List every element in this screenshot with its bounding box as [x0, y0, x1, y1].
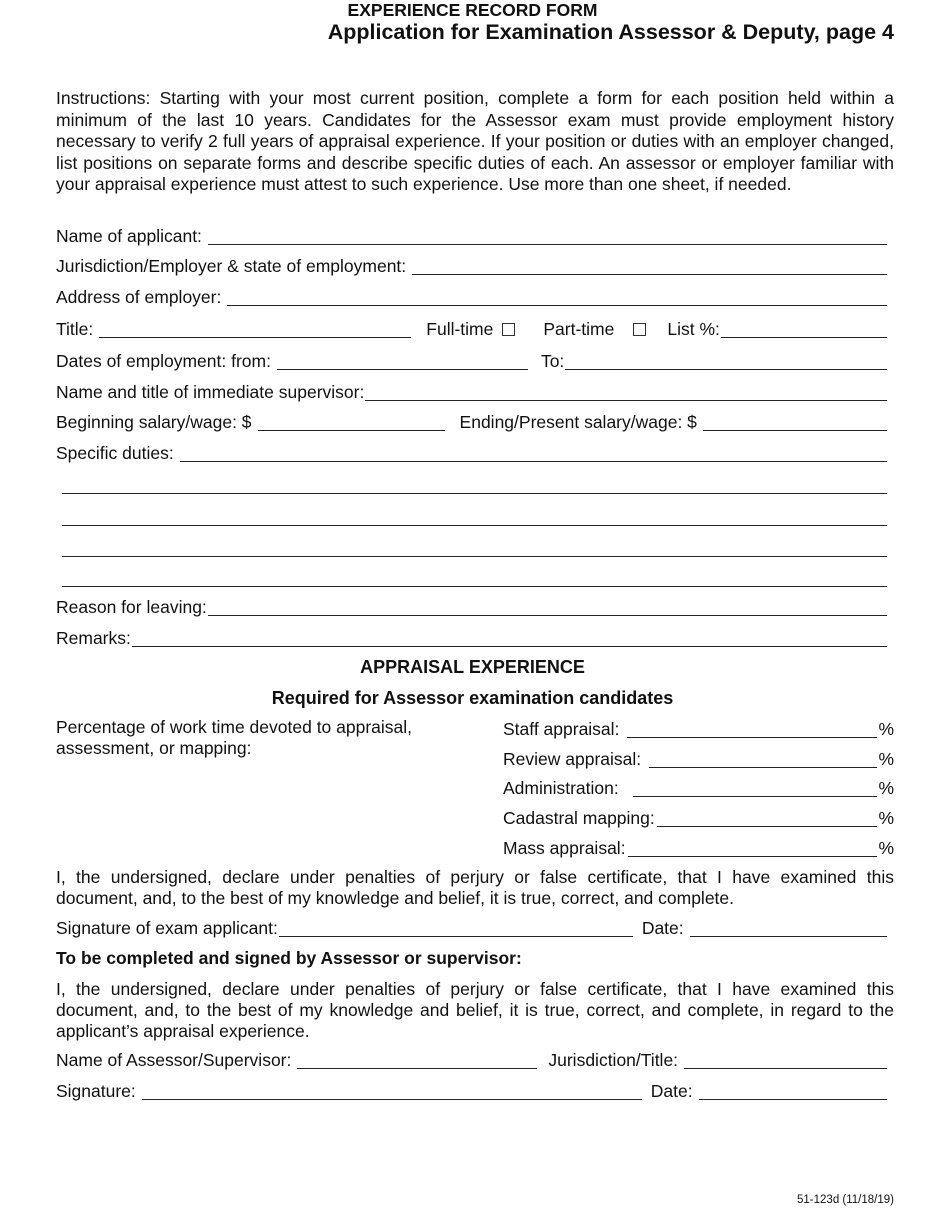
assessor-section-heading: To be completed and signed by Assessor or supervisor: — [56, 948, 522, 968]
cadastral-mapping-row — [503, 807, 894, 829]
reason-label: Reason for leaving: — [56, 597, 207, 617]
assessor-signature-field[interactable] — [142, 1083, 642, 1100]
title-row — [56, 318, 887, 340]
applicant-name-label: Name of applicant: — [56, 226, 202, 246]
assessor-signature-label: Signature: — [56, 1081, 136, 1101]
part-time-checkbox[interactable] — [633, 323, 646, 336]
dates-from-label: Dates of employment: from: — [56, 351, 271, 371]
specific-duties-label: Specific duties: — [56, 443, 174, 463]
supervisor-row — [56, 381, 887, 403]
salary-row — [56, 411, 887, 433]
percentage-label: Percentage of work time devoted to appraisal, assessment, or mapping: — [56, 717, 413, 758]
applicant-name-row — [56, 225, 887, 247]
staff-appraisal-pct: % — [878, 719, 894, 739]
beginning-salary-field[interactable] — [258, 414, 445, 431]
cadastral-mapping-field[interactable] — [657, 810, 878, 827]
remarks-field[interactable] — [132, 630, 887, 647]
administration-label: Administration: — [503, 778, 619, 798]
administration-field[interactable] — [633, 780, 878, 797]
title-field[interactable] — [99, 321, 411, 338]
applicant-signature-label: Signature of exam applicant: — [56, 918, 278, 938]
dates-row — [56, 350, 887, 372]
specific-duties-line-4[interactable] — [62, 556, 887, 557]
mass-appraisal-label: Mass appraisal: — [503, 838, 626, 858]
instructions-text: Instructions: Starting with your most current position, complete a form for each position held within a minimum of the last 10 years. Candidates for the Assessor exam must provide employment history necessary to verify 2 full years of appraisal experience. If your position or duties with an employer changed, list positions on separate forms and describe specific duties of each. An assessor or employer familiar with your appraisal experience must attest to such experience. Use more than one sheet, if needed. — [56, 88, 894, 194]
list-pct-label: List %: — [667, 319, 720, 339]
jurisdiction-field[interactable] — [412, 258, 887, 275]
appraisal-subheading: Required for Assessor examination candidates — [271, 688, 674, 708]
page-title: Application for Examination Assessor & Deputy, page 4 — [327, 20, 894, 44]
address-label: Address of employer: — [56, 287, 222, 307]
address-row — [56, 286, 887, 308]
form-subtitle: EXPERIENCE RECORD FORM — [347, 0, 598, 20]
specific-duties-line-5[interactable] — [62, 586, 887, 587]
applicant-date-field[interactable] — [690, 920, 887, 937]
assessor-name-row — [56, 1049, 887, 1071]
dates-to-label: To: — [540, 351, 565, 371]
review-appraisal-pct: % — [878, 749, 894, 769]
jurisdiction-row — [56, 255, 887, 277]
review-appraisal-label: Review appraisal: — [503, 749, 642, 769]
full-time-checkbox[interactable] — [502, 323, 515, 336]
staff-appraisal-field[interactable] — [627, 721, 877, 738]
assessor-name-label: Name of Assessor/Supervisor: — [56, 1050, 292, 1070]
review-appraisal-row — [503, 748, 894, 770]
jurisdiction-title-label: Jurisdiction/Title: — [548, 1050, 679, 1070]
specific-duties-line-2[interactable] — [62, 493, 887, 494]
dates-to-field[interactable] — [565, 353, 887, 370]
remarks-row — [56, 627, 887, 649]
review-appraisal-field[interactable] — [649, 751, 877, 768]
applicant-signature-row — [56, 917, 887, 939]
cadastral-mapping-label: Cadastral mapping: — [503, 808, 655, 828]
mass-appraisal-pct: % — [878, 838, 894, 858]
specific-duties-field[interactable] — [180, 445, 887, 462]
applicant-date-label: Date: — [641, 918, 684, 938]
part-time-label: Part-time — [543, 319, 615, 339]
assessor-date-field[interactable] — [699, 1083, 887, 1100]
appraisal-heading: APPRAISAL EXPERIENCE — [360, 657, 585, 677]
assessor-signature-row — [56, 1080, 887, 1102]
supervisor-label: Name and title of immediate supervisor: — [56, 382, 365, 402]
mass-appraisal-row — [503, 837, 894, 859]
reason-field[interactable] — [208, 599, 887, 616]
reason-row — [56, 596, 887, 618]
assessor-name-field[interactable] — [297, 1052, 537, 1069]
jurisdiction-label: Jurisdiction/Employer & state of employment: — [56, 256, 407, 276]
cadastral-mapping-pct: % — [878, 808, 894, 828]
remarks-label: Remarks: — [56, 628, 131, 648]
address-field[interactable] — [227, 289, 887, 306]
form-number: 51-123d (11/18/19) — [797, 1194, 894, 1206]
mass-appraisal-field[interactable] — [628, 840, 878, 857]
applicant-signature-field[interactable] — [279, 920, 633, 937]
ending-salary-label: Ending/Present salary/wage: $ — [459, 412, 697, 432]
administration-pct: % — [878, 778, 894, 798]
applicant-declaration: I, the undersigned, declare under penalties of perjury or false certificate, that I have examined this document, and, to the best of my knowledge and belief, it is true, correct, and complete. — [56, 867, 894, 908]
beginning-salary-label: Beginning salary/wage: $ — [56, 412, 252, 432]
list-pct-field[interactable] — [721, 321, 887, 338]
staff-appraisal-row — [503, 718, 894, 740]
full-time-label: Full-time — [426, 319, 494, 339]
assessor-date-label: Date: — [650, 1081, 693, 1101]
specific-duties-line-3[interactable] — [62, 525, 887, 526]
specific-duties-row — [56, 442, 887, 464]
title-label: Title: — [56, 319, 94, 339]
supervisor-field[interactable] — [365, 384, 887, 401]
staff-appraisal-label: Staff appraisal: — [503, 719, 620, 739]
administration-row — [503, 777, 894, 799]
assessor-declaration: I, the undersigned, declare under penalties of perjury or false certificate, that I have examined this document, and, to the best of my knowledge and belief, it is true, correct, and complete, in regard to the applicant’s appraisal experience. — [56, 979, 894, 1041]
ending-salary-field[interactable] — [703, 414, 887, 431]
jurisdiction-title-field[interactable] — [684, 1052, 887, 1069]
dates-from-field[interactable] — [277, 353, 528, 370]
applicant-name-field[interactable] — [208, 228, 887, 245]
